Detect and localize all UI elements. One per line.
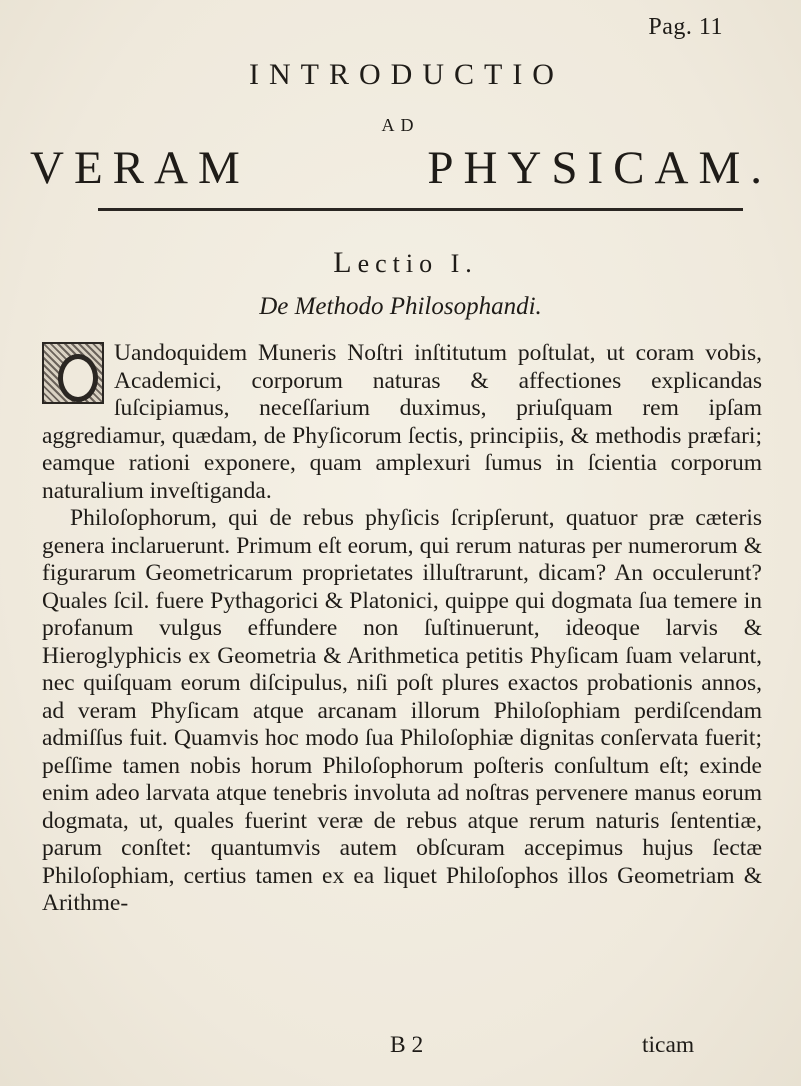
signature-mark: B 2: [390, 1032, 424, 1058]
section-heading: [0, 246, 801, 280]
paragraph-1: Uandoquidem Muneris Noſtri inſtitutum poſtulat, ut coram vobis, Academici, corporum naturas & affectiones explicandas ſuſcipiamus, neceſſarium duximus, priuſquam rem ipſam aggrediamur, quædam, de Phyſicorum ſectis, principiis, & methodis præfari; eamque rationi exponere, quam amplexuri ſumus in ſcientia corporum naturalium inveſtiganda.: [42, 340, 762, 504]
title-rule-divider: [98, 208, 743, 211]
paragraph-2: Philoſophorum, qui de rebus phyſicis ſcripſerunt, quatuor præ cæteris genera inclaruerunt. Primum eſt eorum, qui rerum naturas per numerorum & figurarum Geometricarum proprietates illuſtrarunt, dicam? An occulerunt? Quales ſcil. fuere Pythagorici & Platonici, quippe qui dogmata ſua temere in profanum vulgus effundere non ſuſtinuerunt, ideoque larvis & Hieroglyphicis ex Geometria & Arithmetica petitis Phyſicam ſuam velarunt, nec quiſquam eorum diſcipulus, niſi poſt plures exactos probationis annos, ad veram Phyſicam atque arcanam illorum Philoſophiam perdiſcendam admiſſus fuit. Quamvis hoc modo ſua Philoſophiæ dignitas conſervata fuerit; peſſime tamen nobis horum Philoſophorum poſteris conſultum eſt; exinde enim adeo larvata atque tenebris involuta ad noſtras pervenere manus eorum dogmata, ut, quales fuerint veræ de rebus atque rerum naturis ſententiæ, parum conſtet: quantumvis autem obſcuram accepimus hujus ſectæ Philoſophiam, certius tamen ex ea liquet Philoſophos illos Geometriam & Arithme-: [42, 505, 762, 916]
title-ad: AD: [381, 115, 420, 135]
section-subtitle: De Methodo Philosophandi.: [259, 293, 542, 320]
section-heading-rest: ectio I.: [357, 249, 478, 278]
title-introductio: INTRODUCTIO: [249, 58, 564, 91]
decorated-initial-q-icon: [42, 342, 104, 404]
title-veram-physicam: VERAM PHYSICAM.: [30, 142, 772, 194]
catchword: ticam: [642, 1032, 695, 1058]
body-text: [42, 340, 762, 918]
page-number: Pag. 11: [648, 14, 723, 40]
section-heading-initial: L: [333, 246, 358, 279]
